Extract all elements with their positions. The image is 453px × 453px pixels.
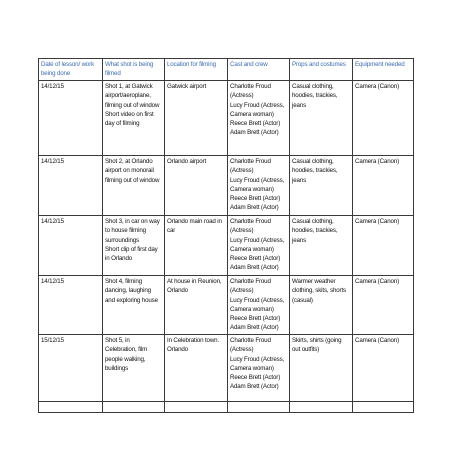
cast-member: Lucy Froud (Actress, Camera woman) — [230, 176, 285, 193]
header-date: Date of lesson/ work being done — [39, 59, 103, 81]
shot-line: Short video on first day of filming — [105, 110, 154, 128]
empty-cell — [290, 402, 353, 413]
cell-equipment: Camera (Canon) — [353, 156, 414, 216]
cast-member: Adam Brett (Actor) — [230, 204, 279, 212]
cell-cast — [228, 216, 290, 276]
cell-location: Gatwick airport — [165, 81, 228, 156]
cell-location: At house in Reunion, Orlando — [165, 276, 228, 335]
cell-shot — [103, 216, 165, 276]
cast-member: Charlotte Froud (Actress) — [230, 218, 271, 235]
cell-props: Casual clothing, hoodies, trackies, jeans — [290, 81, 353, 156]
table-row — [39, 216, 414, 276]
shot-line: Short clip of first day in Orlando — [105, 245, 158, 263]
header-row — [39, 59, 414, 81]
cell-cast — [228, 156, 290, 216]
table-row — [39, 156, 414, 216]
cast-member: Charlotte Froud (Actress) — [230, 158, 271, 175]
cast-member: Lucy Froud (Actress, Camera woman) — [230, 236, 285, 253]
cell-location: In Celebration town. Orlando — [165, 335, 228, 402]
shot-line: Shot 4, filming dancing, laughing and exploring house — [105, 278, 158, 304]
cell-props: Skirts, shirts (going out outfits) — [290, 335, 353, 402]
cast-member: Reece Brett (Actor) — [230, 374, 281, 382]
table-row — [39, 81, 414, 156]
cast-member: Charlotte Froud (Actress) — [230, 337, 271, 354]
shot-line: Shot 1, at Gatwick airport/aeroplane, filming out of window — [105, 83, 160, 109]
cast-member: Adam Brett (Actor) — [230, 129, 279, 137]
cell-props: Warmer weather clothing, skits, shorts (casual) — [290, 276, 353, 335]
empty-cell — [228, 402, 290, 413]
cell-props: Casual clothing, hoodies, trackies, jeans — [290, 216, 353, 276]
cast-member: Lucy Froud (Actress, Camera woman) — [230, 296, 285, 313]
cast-member: Reece Brett (Actor) — [230, 315, 281, 323]
table-row — [39, 276, 414, 335]
cast-member: Charlotte Froud (Actress) — [230, 278, 271, 295]
cell-date: 14/12/15 — [39, 276, 103, 335]
cast-member: Adam Brett (Actor) — [230, 264, 279, 272]
empty-table-row — [39, 402, 414, 413]
cast-member: Lucy Froud (Actress, Camera woman) — [230, 101, 285, 118]
cast-member: Charlotte Froud (Actress) — [230, 83, 271, 100]
cell-location: Orlando airport — [165, 156, 228, 216]
cell-date: 15/12/15 — [39, 335, 103, 402]
cell-cast — [228, 81, 290, 156]
table-row — [39, 335, 414, 402]
cell-cast — [228, 335, 290, 402]
header-location: Location for filming — [165, 59, 228, 81]
cast-member: Adam Brett (Actor) — [230, 383, 279, 391]
empty-cell — [39, 402, 103, 413]
cell-shot — [103, 335, 165, 402]
cell-equipment: Camera (Canon) — [353, 276, 414, 335]
cell-shot — [103, 81, 165, 156]
cast-member: Adam Brett (Actor) — [230, 324, 279, 332]
shot-line: Shot 3, in car on way to house filming surroundings — [105, 218, 160, 244]
header-shot: What shot is being filmed — [103, 59, 165, 81]
cast-member: Reece Brett (Actor) — [230, 120, 281, 128]
header-props: Props and costumes — [290, 59, 353, 81]
shot-line: Shot 5, in Celebration, film people walking, buildings — [105, 337, 148, 372]
cell-equipment: Camera (Canon) — [353, 335, 414, 402]
cell-date: 14/12/15 — [39, 216, 103, 276]
cast-member: Reece Brett (Actor) — [230, 255, 281, 263]
cell-date: 14/12/15 — [39, 156, 103, 216]
cast-member: Reece Brett (Actor) — [230, 195, 281, 203]
cell-shot — [103, 156, 165, 216]
header-cast: Cast and crew — [228, 59, 290, 81]
filming-schedule-table — [38, 58, 414, 413]
cell-location: Orlando main road in car — [165, 216, 228, 276]
cell-cast — [228, 276, 290, 335]
empty-cell — [165, 402, 228, 413]
shot-line: Shot 2, at Orlando airport on monorail filming out of window — [105, 158, 160, 184]
empty-cell — [353, 402, 414, 413]
cell-date: 14/12/15 — [39, 81, 103, 156]
cell-equipment: Camera (Canon) — [353, 216, 414, 276]
cell-shot — [103, 276, 165, 335]
header-equipment: Equipment needed — [353, 59, 414, 81]
filming-schedule-document — [38, 58, 413, 413]
cell-equipment: Camera (Canon) — [353, 81, 414, 156]
empty-cell — [103, 402, 165, 413]
cell-props: Casual clothing, hoodies, trackies, jeans — [290, 156, 353, 216]
cast-member: Lucy Froud (Actress, Camera woman) — [230, 355, 285, 372]
